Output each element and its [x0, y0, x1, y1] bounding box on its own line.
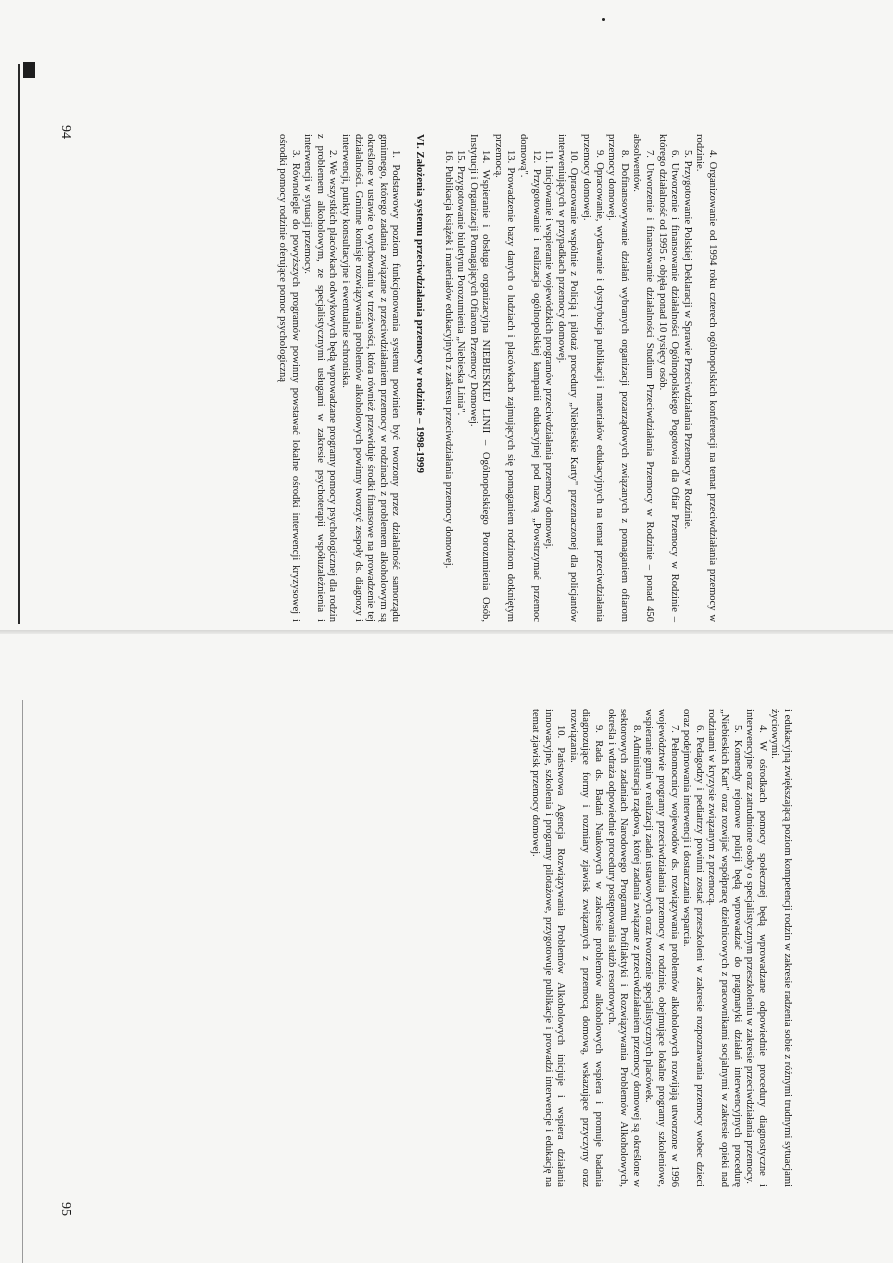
- list-item: 15. Przygotowanie biuletynu Porozumienia „Niebieska Linia".: [455, 150, 467, 416]
- left-page-text: [275, 134, 718, 622]
- list-item: 6. Pedagodzy i pediatrzy powinni zostać przeszkoleni w zakresie rozpoznawania przemocy wobec dzieci oraz podejmowania interwencji i dostarczania wsparcia.: [681, 709, 705, 1187]
- list-item: 3. Równolegle do powyższych programów powinny powstawać lokalne ośrodki interwencji kryzysowej i ośrodki pomocy rodzinie oferujące pomoc psychologiczną: [277, 134, 301, 622]
- list-item: 5. Komendy rejonowe policji będą wprowadzać do pragmatyki działań interwencyjnych procedurę „Niebieskich Kart" oraz rozwijać współpracę dzielnicowych z pracownikami socjalnymi w zakresie opieki nad rodzinami w kryzysie związanym z przemocą.: [706, 709, 743, 1187]
- scan-binding-mark: [23, 62, 35, 78]
- list-item: 11. Inicjowanie i wspieranie wojewódzkich programów przeciwdziałania przemocy domowej.: [543, 150, 555, 550]
- section-heading: VI. Założenia systemu przeciwdziałania przemocy w rodzinie – 1998-1999: [413, 134, 426, 473]
- list-item: 8. Administracja rządowa, której zadania związane z przeciwdziałaniem przemocy domowej są określone w sektorowych zadaniach Narodowego Programu Profilaktyki i Rozwiązywania Problemów Alkoholowych, określa i wdraża odpowiednie procedury postępowania służb resortowych.: [605, 709, 642, 1187]
- page-number: 95: [58, 1202, 73, 1216]
- list-item: 9. Opracowanie, wydawanie i dystrybucja publikacji i materiałów edukacyjnych na temat przeciwdziałania przemocy domowej.: [581, 134, 605, 622]
- page-number: 94: [58, 125, 73, 139]
- list-item: 16. Publikacja książek i materiałów edukacyjnych z zakresu przeciwdziałania przemocy domowej.: [442, 150, 454, 569]
- list-item: 7. Utworzenie i finansowanie działalności Studium Przeciwdziałania Przemocy w Rodzinie – ponad 450 absolwentów.: [631, 134, 656, 622]
- list-item: 14. Wspieranie i obsługa organizacyjna NIEBIESKIEJ LINII – Ogólnopolskiego Porozumienia Osób, Instytucji i Organizacji Pomagających Ofiarom Przemocy Domowej.: [467, 134, 492, 622]
- list-item: 7. Pełnomocnicy wojewodów ds. rozwiązywania problemów alkoholowych rozwijają utworzone w 1996 województwie programy przeciwdziałania przemocy w rodzinie, obejmujące lokalne programy szkoleniowe, wspieranie gmin w realizacji zadań ustawowych oraz tworzenie specjalistycznych placówek.: [643, 709, 680, 1187]
- right-page: [0, 632, 893, 1263]
- list-item: 12. Przygotowanie i realizacja ogólnopolskiej kampanii edukacyjnej pod nazwą „Powstrzymać przemoc domową".: [518, 134, 542, 622]
- scan-edge-line: [22, 700, 23, 1263]
- list-item: 5. Przygotowanie Polskiej Deklaracji w Sprawie Przeciwdziałania Przemocy w Rodzinie.: [681, 150, 693, 530]
- list-item: 13. Prowadzenie bazy danych o ludziach i placówkach zajmujących się pomaganiem rodzinom dotkniętym przemocą.: [492, 134, 517, 622]
- list-item: 4. Organizowanie od 1994 roku czterech ogólnopolskich konferencji na temat przeciwdziałania przemocy w rodzinie.: [694, 134, 718, 622]
- list-item: 10. Opracowanie wspólnie z Policją i pilotaż procedury „Niebieskie Karty" przeznaczonej dla policjantów interweniujących w przypadkach przemocy domowej.: [555, 134, 580, 622]
- scan-binding-line: [18, 64, 20, 624]
- list-item: 8. Dofinansowywanie działań wybranych organizacji pozarządowych związanych z pomaganiem ofiarom przemocy domowej.: [606, 134, 630, 622]
- list-item: 6. Utworzenie i finansowanie działalności Ogólnopolskiego Pogotowia dla Ofiar Przemocy w Rodzinie – którego działalność od 1995 r. objęła ponad 10 tysięcy osób.: [656, 134, 681, 622]
- list-item: 10. Państwowa Agencja Rozwiązywania Problemów Alkoholowych inicjuje i wspiera działania innowacyjne, szkolenia i programy pilotażowe, przygotowuje publikacje i prowadzi interwencje i edukację na temat zjawisk przemocy domowej.: [530, 709, 567, 1187]
- list-item: 2. We wszystkich placówkach odwykowych będą wprowadzane programy pomocy psychologicznej dla rodzin z problemem alkoholowym, ze specjalistycznymi usługami w zakresie psychoterapii współuzależnienia i interwencji w sytuacji przemocy.: [302, 134, 339, 622]
- list-item: 1. Podstawowy poziom funkcjonowania systemu powinien być tworzony przez działalność samorządu gminnego, którego zadania związane z przeciwdziałaniem przemocy w rodzinach z problemem alkoholowym są określone w ustawie o wychowaniu w trzeźwości, która również przewiduje środki finansowe na prowadzenie tej działalności. Gminne komisje rozwiązywania problemów alkoholowych powinny tworzyć zespoły ds. diagnozy i interwencji, punkty konsultacyjne i ewentualnie schroniska.: [339, 134, 402, 622]
- section-gap: [426, 134, 441, 622]
- list-item: 9. Rada ds. Badań Naukowych w zakresie problemów alkoholowych wspiera i promuje badania diagnozujące formy i rozmiary zjawisk związanych z przemocą domową, wskazujące przyczyny oraz rozwiązania.: [567, 709, 605, 1187]
- paragraph: i edukacyjną zwiększającą poziom kompetencji rodzin w zakresie radzenia sobie z różnymi trudnymi sytuacjami życiowymi.: [769, 709, 793, 1188]
- right-page-text: [529, 709, 793, 1187]
- list-item: 4. W ośrodkach pomocy społecznej będą wprowadzane odpowiednie procedury diagnostyczne i interwencyjne oraz zatrudnione osoby o specjalistycznym przeszkoleniu w zakresie przeciwdziałania przemocy.: [744, 709, 768, 1187]
- scan-speck: [602, 18, 605, 21]
